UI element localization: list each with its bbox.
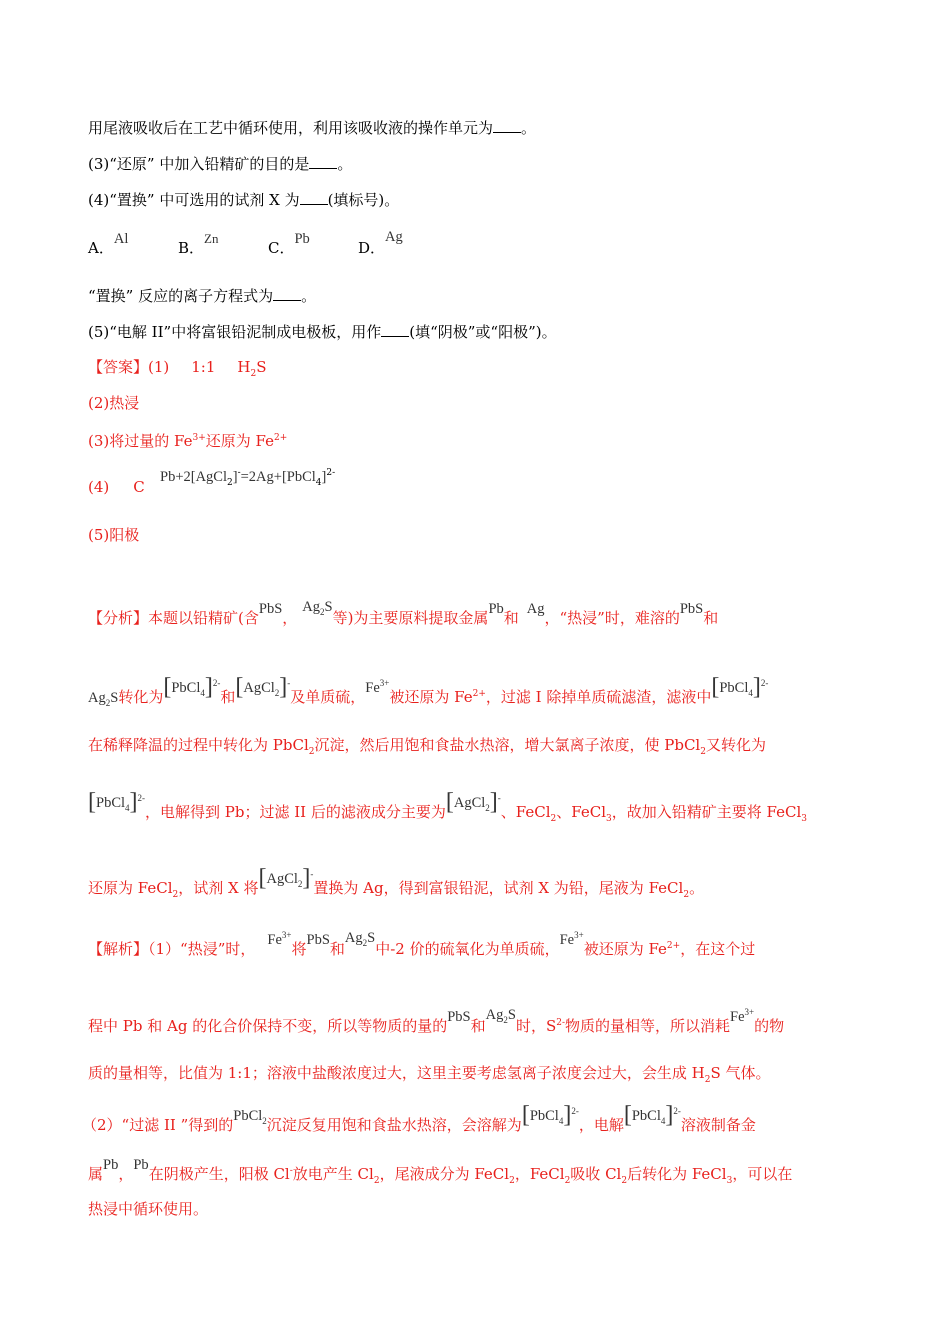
text: 中-2 价的硫氧化为单质硫， [375, 939, 560, 958]
text: 2 [683, 889, 690, 900]
text: 又转化为 [705, 736, 766, 754]
text: 2 [373, 1176, 380, 1186]
text: 2 [700, 747, 706, 757]
text: 。 [337, 155, 353, 173]
formula-pbcl2: PbCl$_2$ [233, 1107, 267, 1126]
question-5 [88, 321, 557, 343]
text: (1) [148, 358, 170, 376]
question-4 [88, 189, 399, 211]
analysis-line-2 [88, 673, 769, 714]
analysis-line-1 [88, 599, 719, 635]
text: 4 [315, 478, 322, 488]
question-4-options [88, 229, 448, 260]
text: 还原为 FeCl [88, 878, 173, 897]
text: 2 [621, 1176, 628, 1186]
text: 3 [726, 1176, 733, 1186]
formula-pbcl4: [PbCl$_4$]$^{2-}$ [521, 1101, 579, 1128]
text: 和 [703, 609, 719, 627]
formula-fe3: $Fe^{3+}$ [267, 930, 292, 948]
solution-line-4 [82, 1101, 756, 1142]
formula-agcl2: [AgCl$_2$]- [235, 673, 291, 700]
text: (3)“还原” 中加入铅精矿的目的是 [88, 155, 310, 173]
text: 1:1 [191, 358, 216, 376]
text: (填标号)。 [327, 191, 400, 209]
text: 2+ [472, 688, 486, 699]
solution-line-5 [88, 1157, 793, 1192]
formula-pbcl4: [PbCl$_4$]$^{2-}$ [88, 788, 146, 815]
question-4-equation [88, 285, 316, 307]
text: (4)“置换” 中可选用的试剂 X 为 [88, 191, 300, 209]
text: =2Ag+[PbCl [240, 469, 316, 485]
text: 置换为 Ag，得到富银铅泥，试剂 X 为铅，尾液为 FeCl [313, 878, 684, 897]
text: （2）“过滤 II ”得到的 [82, 1115, 234, 1134]
text: 。 [521, 119, 537, 137]
blank-line [493, 118, 521, 133]
text: 质的量相等，比值为 1:1；溶液中盐酸浓度过大，这里主要考虑氢离子浓度会过大，会生成 H [88, 1064, 705, 1082]
text: 2 [550, 813, 557, 824]
formula-pbcl4: [PbCl$_4$]$^{2-}$ [163, 673, 221, 700]
formula-pbcl4: [PbCl$_4$]$^{2-}$ [623, 1101, 681, 1128]
text: 3 [606, 813, 612, 824]
text: 2 [704, 1075, 711, 1085]
text: 在阴极产生，阳极 Cl [148, 1165, 290, 1183]
text: PbS [258, 601, 283, 617]
text: ] [321, 469, 327, 485]
text: 属 [88, 1165, 104, 1183]
option-a-value: Al [113, 231, 129, 247]
text: 程中 Pb 和 Ag 的化合价保持不变，所以等物质的量的 [88, 1016, 448, 1035]
text: 被还原为 Fe [389, 687, 473, 706]
text: 及单质硫， [290, 687, 366, 706]
text: ，电解 [578, 1115, 624, 1134]
answer-1 [88, 356, 267, 385]
text: (填“阴极”或“阳极”)。 [409, 323, 557, 341]
text: 物质的量相等，所以消耗 [565, 1016, 731, 1035]
answer-2: (2)热浸 [88, 394, 140, 412]
option-d: D．Ag [358, 237, 448, 260]
formula-agcl2: [AgCl$_2$]- [445, 788, 501, 815]
solution-label: 【解析】 [88, 939, 149, 958]
text: 被还原为 Fe [583, 939, 667, 958]
text: 2 [250, 369, 257, 379]
text: ，“热浸”时，难溶的 [544, 609, 680, 627]
text: 2- [556, 1017, 565, 1028]
text: PbS [679, 601, 704, 617]
blank-line [381, 322, 409, 337]
option-b-value: Zn [204, 231, 219, 246]
text: 等)为主要原料提取金属 [332, 609, 489, 627]
text: PbS [306, 931, 330, 948]
text: ， [282, 609, 298, 627]
text: 和 [329, 939, 345, 958]
text: 后转化为 FeCl [627, 1165, 727, 1183]
text: 2 [227, 478, 233, 488]
text: 沉淀反复用饱和食盐水热溶，会溶解为 [266, 1115, 522, 1134]
text: 3+ [192, 433, 206, 443]
formula-ag2s: $Ag_2S$ [302, 599, 333, 617]
text: 在稀释降温的过程中转化为 PbCl [88, 736, 309, 754]
text: 3 [801, 813, 808, 824]
text: ，电解得到 Pb；过滤 II 后的滤液成分主要为 [145, 802, 446, 821]
text: 本题以铅精矿(含 [148, 609, 259, 627]
text: - [237, 468, 241, 478]
text: Pb [103, 1157, 119, 1173]
text: ，可以在 [732, 1165, 793, 1183]
option-d-value: Ag [385, 229, 403, 245]
analysis-line-3 [88, 734, 766, 763]
answer-label: 【答案】 [88, 358, 149, 376]
formula-fe3: $Fe^{3+}$ [559, 930, 584, 948]
formula-ag2s: $Ag_2S$ [88, 689, 119, 708]
text: PbS [447, 1008, 471, 1025]
text: ，在这个过 [680, 939, 756, 958]
formula-fe3: $Fe^{3+}$ [730, 1007, 755, 1025]
text: ， [118, 1165, 134, 1183]
text: 用尾液吸收后在工艺中循环使用，利用该吸收液的操作单元为 [88, 119, 494, 137]
text: 时，S [515, 1016, 557, 1035]
text: “置换” 反应的离子方程式为 [88, 287, 274, 305]
text: - [289, 1166, 293, 1176]
text: 和 [503, 609, 519, 627]
formula-pbcl4: [PbCl$_4$]$^{2-}$ [711, 673, 769, 700]
text: ，尾液成分为 FeCl [379, 1165, 510, 1183]
text: ，试剂 X 将 [178, 878, 259, 897]
solution-line-1 [88, 929, 756, 966]
option-a: A．Al [88, 237, 178, 260]
text: 的物 [754, 1016, 785, 1035]
blank-line [273, 286, 301, 301]
formula-ag2s: $Ag_2S$ [344, 929, 376, 948]
text: Pb [133, 1157, 149, 1173]
question-3 [88, 153, 352, 175]
text: 2 [308, 747, 315, 757]
text: ，故加入铅精矿主要将 FeCl [611, 802, 802, 821]
text: Pb [488, 601, 504, 617]
text: 将 [291, 939, 307, 958]
text: 2 [172, 889, 179, 900]
text: Pb+2[AgCl [160, 469, 227, 485]
text: （1）“热浸”时， [148, 939, 256, 958]
text: (3)将过量的 Fe [88, 432, 193, 450]
text: 2 [509, 1176, 515, 1186]
answer-5: (5)阳极 [88, 526, 140, 544]
text: S 气体。 [710, 1064, 771, 1082]
text: Ag [526, 601, 545, 617]
text: 2+ [274, 433, 288, 443]
text: ] [232, 469, 238, 485]
text: 和 [470, 1016, 486, 1035]
solution-line-3 [88, 1062, 771, 1091]
question-line-1 [88, 117, 536, 139]
answer-3 [88, 427, 287, 452]
text: 吸收 Cl [570, 1165, 622, 1183]
text: 2+ [666, 940, 681, 951]
text: 放电产生 Cl [292, 1165, 374, 1183]
analysis-line-4 [88, 788, 808, 830]
text: 溶液制备金 [680, 1115, 756, 1134]
blank-line [309, 154, 337, 169]
answer-4 [88, 476, 145, 498]
text: (5)“电解 II”中将富银铅泥制成电极板，用作 [88, 323, 382, 341]
option-b: B．Zn [178, 237, 268, 260]
text: 还原为 Fe [205, 432, 274, 450]
analysis-line-5 [88, 864, 705, 906]
formula-ag2s: $Ag_2S$ [485, 1006, 516, 1025]
text: 2 [564, 1176, 571, 1186]
text: 、FeCl [500, 802, 551, 821]
text: ，过滤 I 除掉单质硫滤渣，滤液中 [485, 687, 712, 706]
analysis-label: 【分析】 [88, 609, 149, 627]
option-c-value: Pb [294, 231, 310, 247]
text: 和 [220, 687, 236, 706]
text: H [237, 358, 251, 376]
solution-line-6: 热浸中循环使用。 [88, 1200, 209, 1218]
text: S [256, 358, 267, 376]
text: 。 [689, 878, 705, 897]
text: ，FeCl [514, 1165, 565, 1183]
option-c: C．Pb [268, 237, 358, 260]
text: 沉淀，然后用饱和食盐水热溶，增大氯离子浓度，使 PbCl [314, 736, 701, 754]
solution-line-2 [88, 1006, 785, 1043]
text: (4) [88, 478, 110, 496]
text: 转化为 [118, 687, 164, 706]
text: 。 [301, 287, 317, 305]
text: 2- [326, 468, 336, 478]
formula-agcl2: [AgCl$_2$]- [258, 864, 314, 891]
answer-4-equation [160, 462, 335, 494]
text: C [133, 478, 145, 496]
blank-line [300, 190, 328, 205]
formula-fe3: $Fe^{3+}$ [365, 678, 390, 696]
text: 、FeCl [556, 802, 607, 821]
